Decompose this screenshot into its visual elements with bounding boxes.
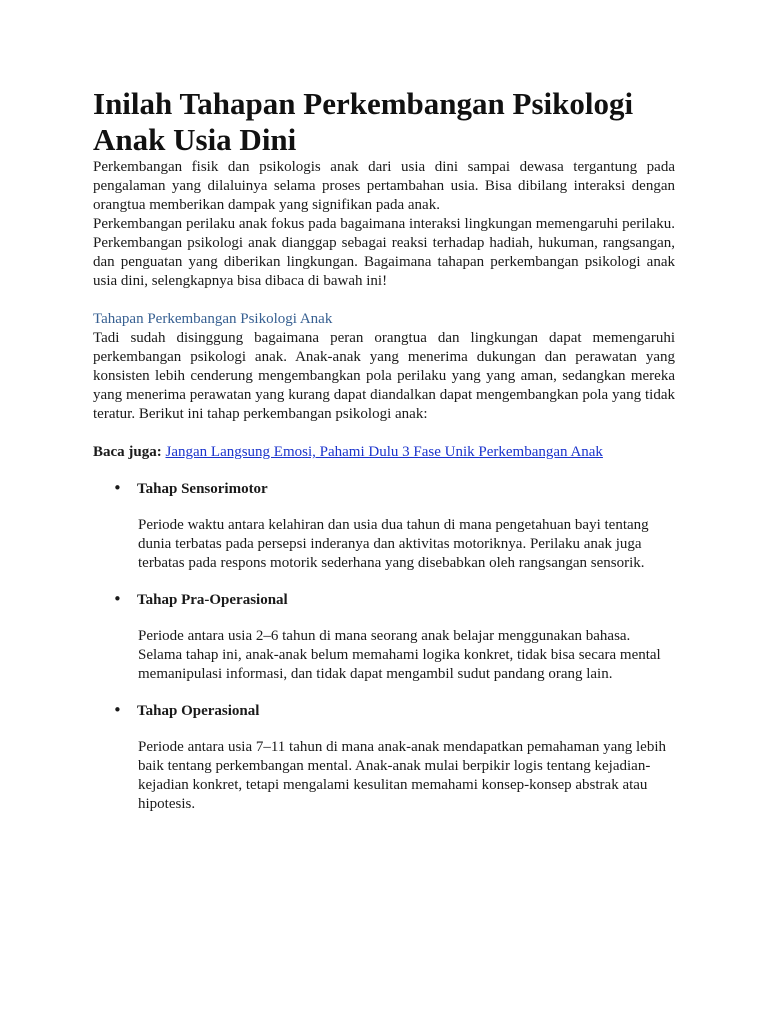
bullet-icon: • bbox=[113, 590, 122, 608]
stage-item-pra-operasional bbox=[93, 590, 675, 684]
stage-description: Periode waktu antara kelahiran dan usia dua tahun di mana pengetahuan bayi tentang dunia terbatas pada persepsi inderanya dan aktivitas motoriknya. Perilaku anak juga terbatas pada respons motorik sederhana yang disebabkan oleh rangsangan sensorik. bbox=[138, 517, 649, 571]
read-also-link[interactable]: Jangan Langsung Emosi, Pahami Dulu 3 Fase Unik Perkembangan Anak bbox=[165, 444, 603, 460]
article-title: Inilah Tahapan Perkembangan Psikologi Anak Usia Dini bbox=[93, 86, 634, 157]
read-also-label: Baca juga: bbox=[93, 444, 162, 460]
stage-title: Tahap Pra-Operasional bbox=[137, 592, 288, 608]
behavior-paragraph: Perkembangan perilaku anak fokus pada bagaimana interaksi lingkungan memengaruhi perilaku. Perkembangan psikologi anak dianggap sebagai reaksi terhadap hadiah, hukuman, rangsangan, dan penguatan yang diberikan lingkungan. Bagaimana tahapan perkembangan psikologi anak usia dini, selengkapnya bisa dibaca di bawah ini! bbox=[93, 216, 675, 289]
context-paragraph: Tadi sudah disinggung bagaimana peran orangtua dan lingkungan dapat memengaruhi perkembangan psikologi anak. Anak-anak yang menerima dukungan dan perawatan yang konsisten lebih cenderung mengembangkan pola perilaku yang yang aman, sedangkan mereka yang menerima perawatan yang kurang dapat diandalkan dapat mengembangkan pola yang tidak teratur. Berikut ini tahap perkembangan psikologi anak: bbox=[93, 330, 675, 422]
document-page bbox=[93, 86, 675, 814]
read-also bbox=[93, 443, 675, 462]
bullet-icon: • bbox=[113, 701, 122, 719]
section-heading: Tahapan Perkembangan Psikologi Anak bbox=[93, 311, 333, 327]
stage-item-sensorimotor bbox=[93, 479, 675, 573]
stage-list bbox=[93, 479, 675, 814]
stage-description: Periode antara usia 7–11 tahun di mana anak-anak mendapatkan pemahaman yang lebih baik tentang perkembangan mental. Anak-anak mulai berpikir logis tentang kejadian-kejadian konkret, tetapi mengalami kesulitan memahami konsep-konsep abstrak atau hipotesis. bbox=[138, 739, 666, 812]
stage-description: Periode antara usia 2–6 tahun di mana seorang anak belajar menggunakan bahasa. Selama tahap ini, anak-anak belum memahami logika konkret, tidak bisa secara mental memanipulasi informasi, dan tidak dapat mengambil sudut pandang orang lain. bbox=[138, 628, 661, 682]
bullet-icon: • bbox=[113, 479, 122, 497]
stage-title: Tahap Sensorimotor bbox=[137, 481, 268, 497]
intro-paragraph: Perkembangan fisik dan psikologis anak dari usia dini sampai dewasa tergantung pada pengalaman yang dilaluinya selama proses pertambahan usia. Bisa dibilang interaksi dengan orangtua memberikan dampak yang signifikan pada anak. bbox=[93, 159, 675, 213]
stage-item-operasional bbox=[93, 701, 675, 814]
stage-title: Tahap Operasional bbox=[137, 703, 260, 719]
